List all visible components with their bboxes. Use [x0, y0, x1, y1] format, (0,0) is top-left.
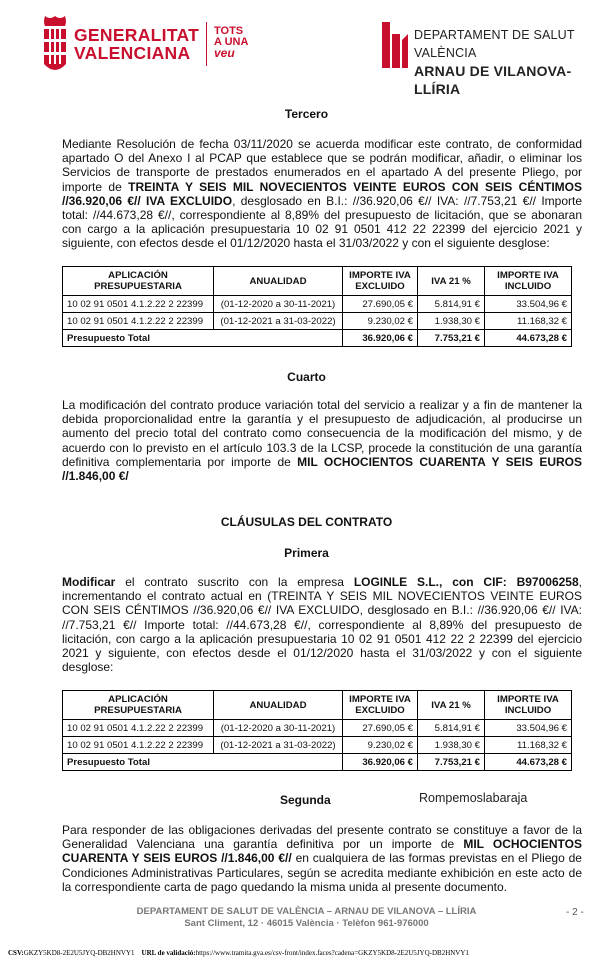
- cell-total-iva: 7.753,21 €: [418, 330, 485, 347]
- table-row: [63, 720, 572, 737]
- heading-cuarto: Cuarto: [287, 370, 326, 384]
- cell-iva: 5.814,91 €: [418, 296, 485, 313]
- paragraph-primera: Modificar el contrato suscrito con la empresa LOGINLE S.L., con CIF: B97006258, incrementando el contrato actual en (TREINTA Y SEIS MIL NOVECIENTOS VEINTE EUROS CON SEIS CÉNTIMOS //36.920,06 €// IVA EXCLUIDO, desglosado en B.I.: //36.920,06 €// IVA: //7.753,21 €// Importe total: //44.673,28 €//, correspondiente al 8,89% del presupuesto de licitación, con cargo a la aplicación presupuestaria 10 02 91 0501 412 22 2 22399 del ejercicio 2021 y siguiente, con efectos desde el 01/12/2020 hasta el 31/03/2022 y con el siguiente desglose:: [62, 575, 582, 675]
- table-row: [63, 313, 572, 330]
- cell-importe-excluido: 27.690,05 €: [343, 720, 418, 737]
- cell-total-iva: 7.753,21 €: [418, 754, 485, 771]
- validation-url-link[interactable]: https://www.tramita.gva.es/csv-front/index.faces?cadena=GKZY5KD8-2E2U5JYQ-DB2HNVY1: [195, 949, 469, 957]
- generalitat-crest-logo: [42, 14, 68, 76]
- department-logo-icon: [380, 20, 410, 70]
- table-row: [63, 296, 572, 313]
- cell-anualidad: (01-12-2020 a 30-11-2021): [214, 720, 343, 737]
- cell-importe-incluido: 33.504,96 €: [485, 720, 572, 737]
- col-aplicacion: APLICACIÓN PRESUPUESTARIA: [63, 691, 214, 720]
- table-row: [63, 737, 572, 754]
- cell-importe-excluido: 9.230,02 €: [343, 313, 418, 330]
- cell-total-excluido: 36.920,06 €: [343, 754, 418, 771]
- heading-clausulas: CLÁUSULAS DEL CONTRATO: [220, 515, 393, 529]
- table-total-row: [63, 330, 572, 347]
- heading-primera: Primera: [284, 546, 329, 560]
- heading-segunda: Segunda: [280, 793, 331, 807]
- cell-aplicacion: 10 02 91 0501 4.1.2.22 2 22399: [63, 313, 214, 330]
- cell-importe-incluido: 33.504,96 €: [485, 296, 572, 313]
- watermark-stamp: Rompemoslabaraja: [419, 791, 528, 805]
- cell-total-incluido: 44.673,28 €: [485, 754, 572, 771]
- generalitat-wordmark: GENERALITAT VALENCIANA: [74, 25, 200, 63]
- cell-iva: 5.814,91 €: [418, 720, 485, 737]
- cell-importe-incluido: 11.168,32 €: [485, 737, 572, 754]
- cell-iva: 1.938,30 €: [418, 313, 485, 330]
- header-separator: [206, 22, 207, 66]
- cell-importe-incluido: 11.168,32 €: [485, 313, 572, 330]
- cell-aplicacion: 10 02 91 0501 4.1.2.22 2 22399: [63, 720, 214, 737]
- tots-a-una-veu-tagline: TOTS A UNA veu: [214, 25, 249, 60]
- cell-importe-excluido: 27.690,05 €: [343, 296, 418, 313]
- budget-table-2: [62, 690, 572, 771]
- budget-table-1: [62, 266, 572, 347]
- col-anualidad: ANUALIDAD: [214, 691, 343, 720]
- table-header-row: [63, 267, 572, 296]
- table-header-row: [63, 691, 572, 720]
- paragraph-segunda: Para responder de las obligaciones derivadas del presente contrato se constituye a favor de la Generalidad Valenciana una garantía definitiva por un importe de MIL OCHOCIENTOS CUARENTA Y SEIS EUROS //1.846,00 €// en cualquiera de las formas previstas en el Pliego de Condiciones Administrativas Particulares, según se acredita mediante exhibición en este acto de la correspondiente carta de pago quedando la misma unida al presente documento.: [62, 823, 583, 894]
- col-anualidad: ANUALIDAD: [214, 267, 343, 296]
- page-number: - 2 -: [566, 907, 584, 918]
- paragraph-tercero: Mediante Resolución de fecha 03/11/2020 se acuerda modificar este contrato, de conformidad apartado O del Anexo I al PCAP que establece que se podrán modificar, añadir, o eliminar los Servicios de transporte de prestados enumerados en el apartado A del presente Pliego, por importe de TREINTA Y SEIS MIL NOVECIENTOS VEINTE EUROS CON SEIS CÉNTIMOS //36.920,06 €// IVA EXCLUIDO, desglosado en B.I.: //36.920,06 €// IVA: //7.753,21 €// Importe total: //44.673,28 €//, correspondiente al 8,89% del presupuesto de licitación, que se abonaran con cargo a la aplicación presupuestaria 10 02 91 0501 412 22 22399 del ejercicio 2021 y siguiente, con efectos desde el 01/12/2020 hasta el 31/03/2022 y con el siguiente desglose:: [62, 137, 583, 251]
- cell-total-label: Presupuesto Total: [63, 754, 343, 771]
- csv-validation-line: CSV:GKZY5KD8-2E2U5JYQ-DB2HNVY1 URL de validació:https://www.tramita.gva.es/csv-front/index.faces?cadena=GKZY5KD8-2E2U5JYQ-DB2HNVY1: [8, 949, 469, 957]
- col-iva: IVA 21 %: [418, 691, 485, 720]
- cell-importe-excluido: 9.230,02 €: [343, 737, 418, 754]
- col-importe-excluido: IMPORTE IVA EXCLUIDO: [343, 267, 418, 296]
- department-wordmark: DEPARTAMENT DE SALUT VALÈNCIA ARNAU DE VILANOVA-LLÍRIA: [414, 28, 575, 97]
- cell-aplicacion: 10 02 91 0501 4.1.2.22 2 22399: [63, 737, 214, 754]
- cell-iva: 1.938,30 €: [418, 737, 485, 754]
- cell-total-incluido: 44.673,28 €: [485, 330, 572, 347]
- col-aplicacion: APLICACIÓN PRESUPUESTARIA: [63, 267, 214, 296]
- cell-anualidad: (01-12-2021 a 31-03-2022): [214, 313, 343, 330]
- col-importe-excluido: IMPORTE IVA EXCLUIDO: [343, 691, 418, 720]
- heading-tercero: Tercero: [284, 107, 329, 121]
- col-importe-incluido: IMPORTE IVA INCLUIDO: [485, 691, 572, 720]
- cell-anualidad: (01-12-2021 a 31-03-2022): [214, 737, 343, 754]
- table-total-row: [63, 754, 572, 771]
- cell-total-excluido: 36.920,06 €: [343, 330, 418, 347]
- cell-anualidad: (01-12-2020 a 30-11-2021): [214, 296, 343, 313]
- cell-aplicacion: 10 02 91 0501 4.1.2.22 2 22399: [63, 296, 214, 313]
- col-importe-incluido: IMPORTE IVA INCLUIDO: [485, 267, 572, 296]
- footer-address: DEPARTAMENT DE SALUT DE VALÈNCIA – ARNAU DE VILANOVA – LLÍRIA Sant Climent, 12 · 46015 València · Telèfon 961-976000: [136, 906, 477, 929]
- col-iva: IVA 21 %: [418, 267, 485, 296]
- paragraph-cuarto: La modificación del contrato produce variación total del servicio a realizar y a fin de mantener la debida proporcionalidad entre la garantía y el presupuesto de adjudicación, al producirse un aumento del precio total del contrato como consecuencia de la modificación del mismo, y de acuerdo con lo previsto en el artículo 103.3 de la LCSP, procede la constitución de una garantía definitiva complementaria por importe de MIL OCHOCIENTOS CUARENTA Y SEIS EUROS //1.846,00 €/: [62, 398, 582, 484]
- cell-total-label: Presupuesto Total: [63, 330, 343, 347]
